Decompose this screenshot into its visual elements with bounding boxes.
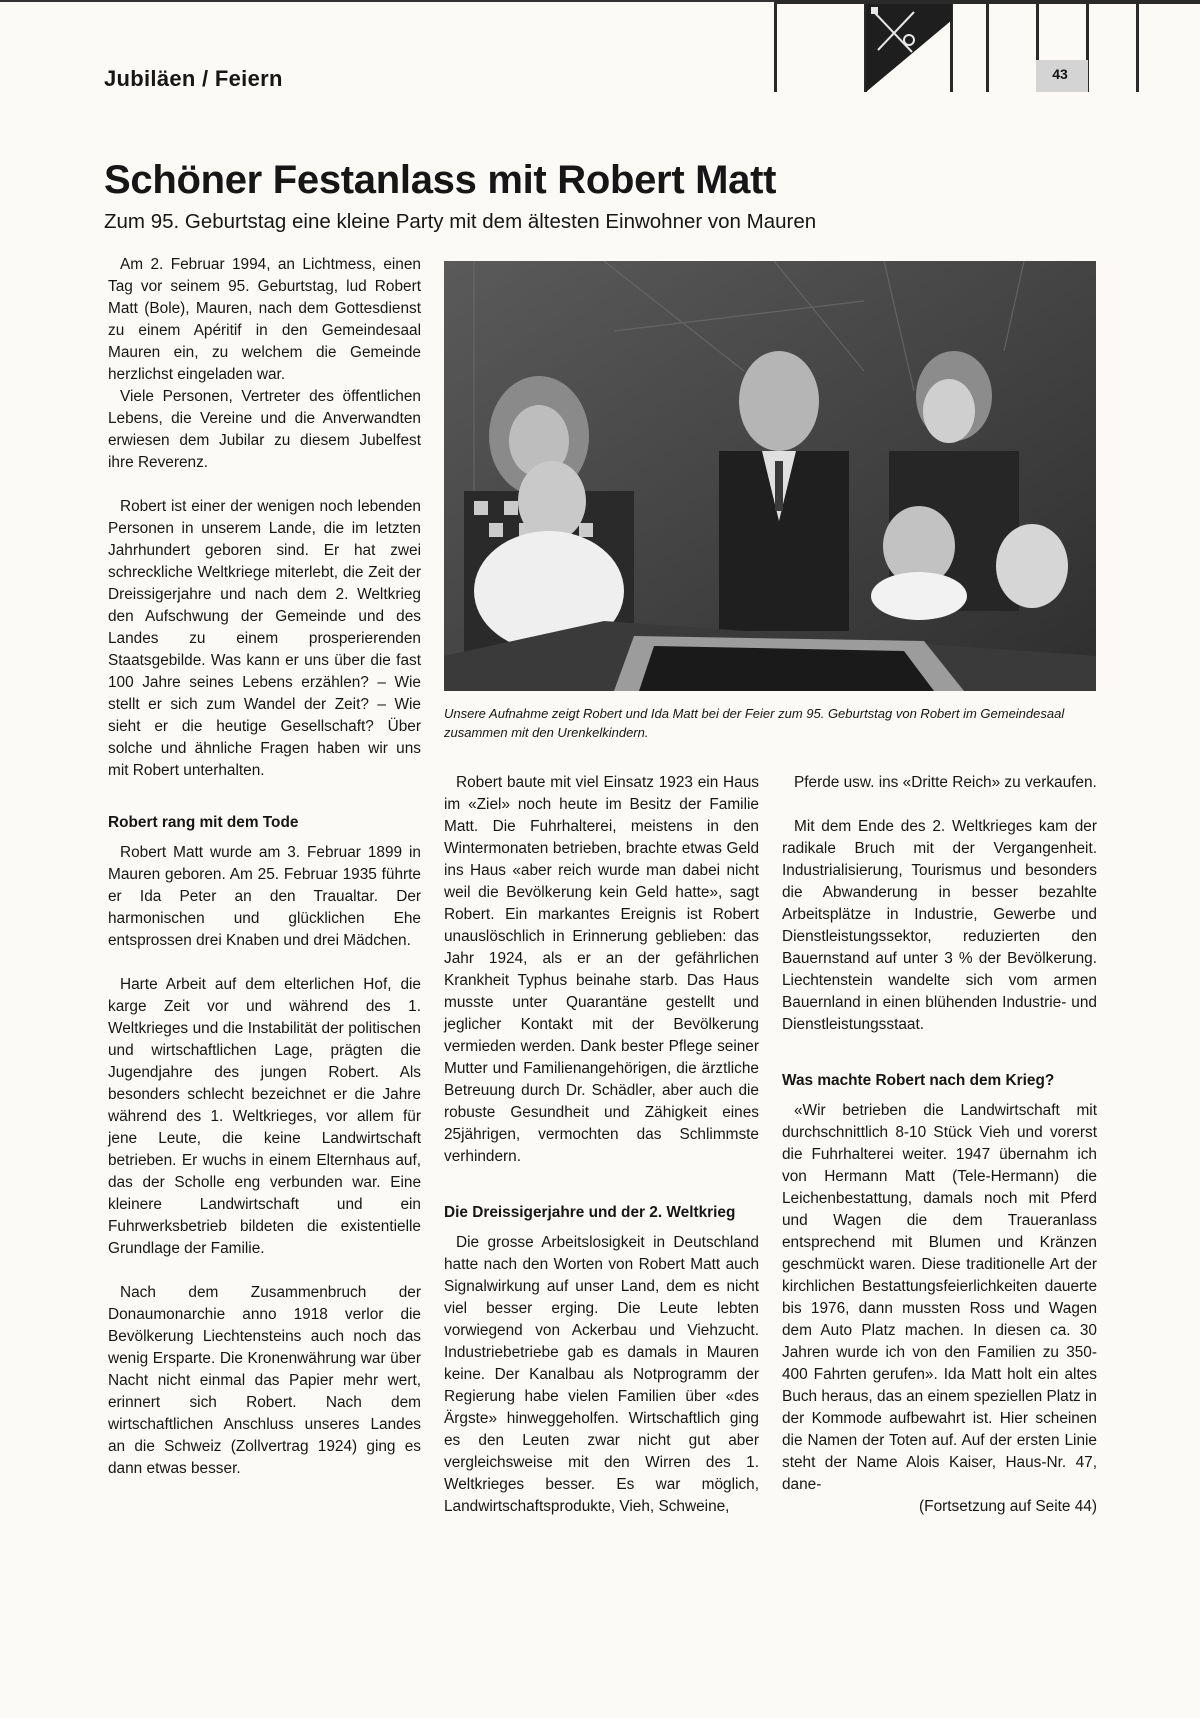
group-photo — [444, 261, 1096, 691]
paragraph: «Wir betrieben die Landwirtschaft mit durchschnittlich 8-10 Stück Vieh und vorerst die Fuhrhalterei weiter. 1947 übernahm ich von Hermann Matt (Tele-Hermann) die Leichenbestattung, damals noch mit Pferd und Wagen die dem Traueranlass entsprechend mit Blumen und Kränzen geschmückt waren. Diese traditionelle Art der kirchlichen Bestattungsfeierlichkeiten dauerte bis 1976, dann mussten Ross und Wagen dem Auto Platz machen. In diesen ca. 30 Jahren wurde ich von den Familien zu 350-400 Fahrten gerufen». Ida Matt holt ein altes Buch heraus, das an einem speziellen Platz in der Kommode aufbewahrt ist. Hier scheinen die Namen der Toten auf. Auf der ersten Linie steht der Name Alois Kaiser, Haus-Nr. 47, dane- — [782, 1102, 1097, 1493]
article-headline: Schöner Festanlass mit Robert Matt — [104, 158, 777, 202]
paragraph: Mit dem Ende des 2. Weltkrieges kam der radikale Bruch mit der Vergangenheit. Industrialisierung, Tourismus und besonders die Abwanderung in besser bezahlte Arbeitsplätze in Industrie, Gewerbe und Dienstleistungssektor, reduzierten den Bauernstand auf unter 3 % der Bevölkerung. Liechtenstein wandelte sich vom armen Bauernland in einen blühenden Industrie- und Dienstleistungsstaat. — [782, 818, 1097, 1033]
section-heading: Die Dreissigerjahre und der 2. Weltkrieg — [444, 1204, 736, 1221]
paragraph: Robert baute mit viel Einsatz 1923 ein Haus im «Ziel» noch heute im Besitz der Familie Matt. Die Fuhrhalterei, meistens in den Wintermonaten betrieben, brachte etwas Geld ins Haus «aber reich wurde man dabei nicht weil die Bevölkerung kein Geld hatte», sagt Robert. Ein markantes Ereignis ist Robert unauslöschlich in Erinnerung geblieben: das Jahr 1924, als er an der gefährlichen Krankheit Typhus beinahe starb. Das Haus musste unter Quarantäne gestellt und jeglicher Kontakt mit der Bevölkerung vermieden werden. Dank bester Pflege seiner Mutter und Familienangehörigen, die ärztliche Betreuung durch Dr. Schädler, aber auch die robuste Gesundheit und Zähigkeit eines 25jährigen, vermochten das Schlimmste verhindern. — [444, 774, 759, 1165]
section-heading: Robert rang mit dem Tode — [108, 814, 299, 831]
paragraph: Viele Personen, Vertreter des öffentlichen Lebens, die Vereine und die Anverwandten erwiesen dem Jubilar zu diesem Jubelfest ihre Reverenz. — [108, 388, 421, 471]
paragraph: Harte Arbeit auf dem elterlichen Hof, die karge Zeit vor und während des 1. Weltkrieges und die Instabilität der politischen und wirtschaftlichen Lage, prägten die Jugendjahre des jungen Robert. Als besonders schlecht bezeichnet er die Jahre während des 1. Weltkrieges, vor allem für jene Leute, die keine Landwirtschaft betrieben. Er wuchs in einem Elternhaus auf, das der Scholle eng verbunden war. Eine kleinere Landwirtschaft und ein Fuhrwerksbetrieb bildeten die existentielle Grundlage der Familie. — [108, 976, 421, 1257]
paragraph: Robert ist einer der wenigen noch lebenden Personen in unserem Lande, die im letzten Jahrhundert geboren sind. Er hat zwei schreckliche Weltkriege miterlebt, die Zeit der Dreissigerjahre und nach dem 2. Weltkrieg den Aufschwung der Gemeinde und des Landes zu einem prosperierenden Staatsgebilde. Was kann er uns über die fast 100 Jahre seines Lebens erzählen? – Wie stellt er sich zum Wandel der Zeit? – Wie sieht er die heutige Gesellschaft? Über solche und ähnliche Fragen haben wir uns mit Robert unterhalten. — [108, 498, 421, 779]
paragraph: Am 2. Februar 1994, an Lichtmess, einen Tag vor seinem 95. Geburtstag, lud Robert Matt (Bole), Mauren, nach dem Gottesdienst zu einem Apéritif in den Gemeindesaal Mauren ein, zu welchem die Gemeinde herzlichst eingeladen war. — [108, 256, 421, 383]
paragraph: Nach dem Zusammenbruch der Donaumonarchie anno 1918 verlor die Bevölkerung Liechtensteins auch noch das wenig Ersparte. Die Kronenwährung war über Nacht nicht einmal das Papier mehr wert, erinnert sich Robert. Nach dem wirtschaftlichen Anschluss unseres Landes an die Schweiz (Zollvertrag 1924) ging es dann etwas besser. — [108, 1284, 421, 1477]
article-subheadline: Zum 95. Geburtstag eine kleine Party mit dem ältesten Einwohner von Mauren — [104, 210, 817, 233]
paragraph: Pferde usw. ins «Dritte Reich» zu verkaufen. — [794, 774, 1097, 791]
column-2 — [444, 772, 759, 1518]
photo-caption: Unsere Aufnahme zeigt Robert und Ida Matt bei der Feier zum 95. Geburtstag von Robert im Gemeindesaal zusammen mit den Urenkelkindern. — [444, 706, 1065, 740]
paragraph: Robert Matt wurde am 3. Februar 1899 in Mauren geboren. Am 25. Februar 1935 führte er Ida Peter an den Traualtar. Der harmonischen und glücklichen Ehe entsprossen drei Knaben und drei Mädchen. — [108, 844, 421, 949]
page-number: 43 — [1052, 66, 1068, 82]
section-title: Jubiläen / Feiern — [104, 66, 283, 91]
column-3 — [782, 772, 1097, 1518]
header-emblem-bars — [774, 0, 1200, 92]
paragraph: Die grosse Arbeitslosigkeit in Deutschland hatte nach den Worten von Robert Matt auch Signalwirkung auf unser Land, dem es nicht viel besser erging. Die Leute lebten vorwiegend von Ackerbau und Viehzucht. Industriebetriebe gab es damals in Mauren keine. Der Kanalbau als Notprogramm der Regierung habe vielen Familien über «des Ärgste» hinweggeholfen. Wirtschaftlich ging es den Leuten zwar nicht gut aber vergleichsweise mit den Wirren des 1. Weltkrieges besser. Es war möglich, Landwirtschaftsprodukte, Vieh, Schweine, — [444, 1234, 759, 1515]
column-1 — [108, 254, 421, 1480]
section-heading: Was machte Robert nach dem Krieg? — [782, 1072, 1055, 1089]
continuation-note: (Fortsetzung auf Seite 44) — [919, 1498, 1097, 1515]
